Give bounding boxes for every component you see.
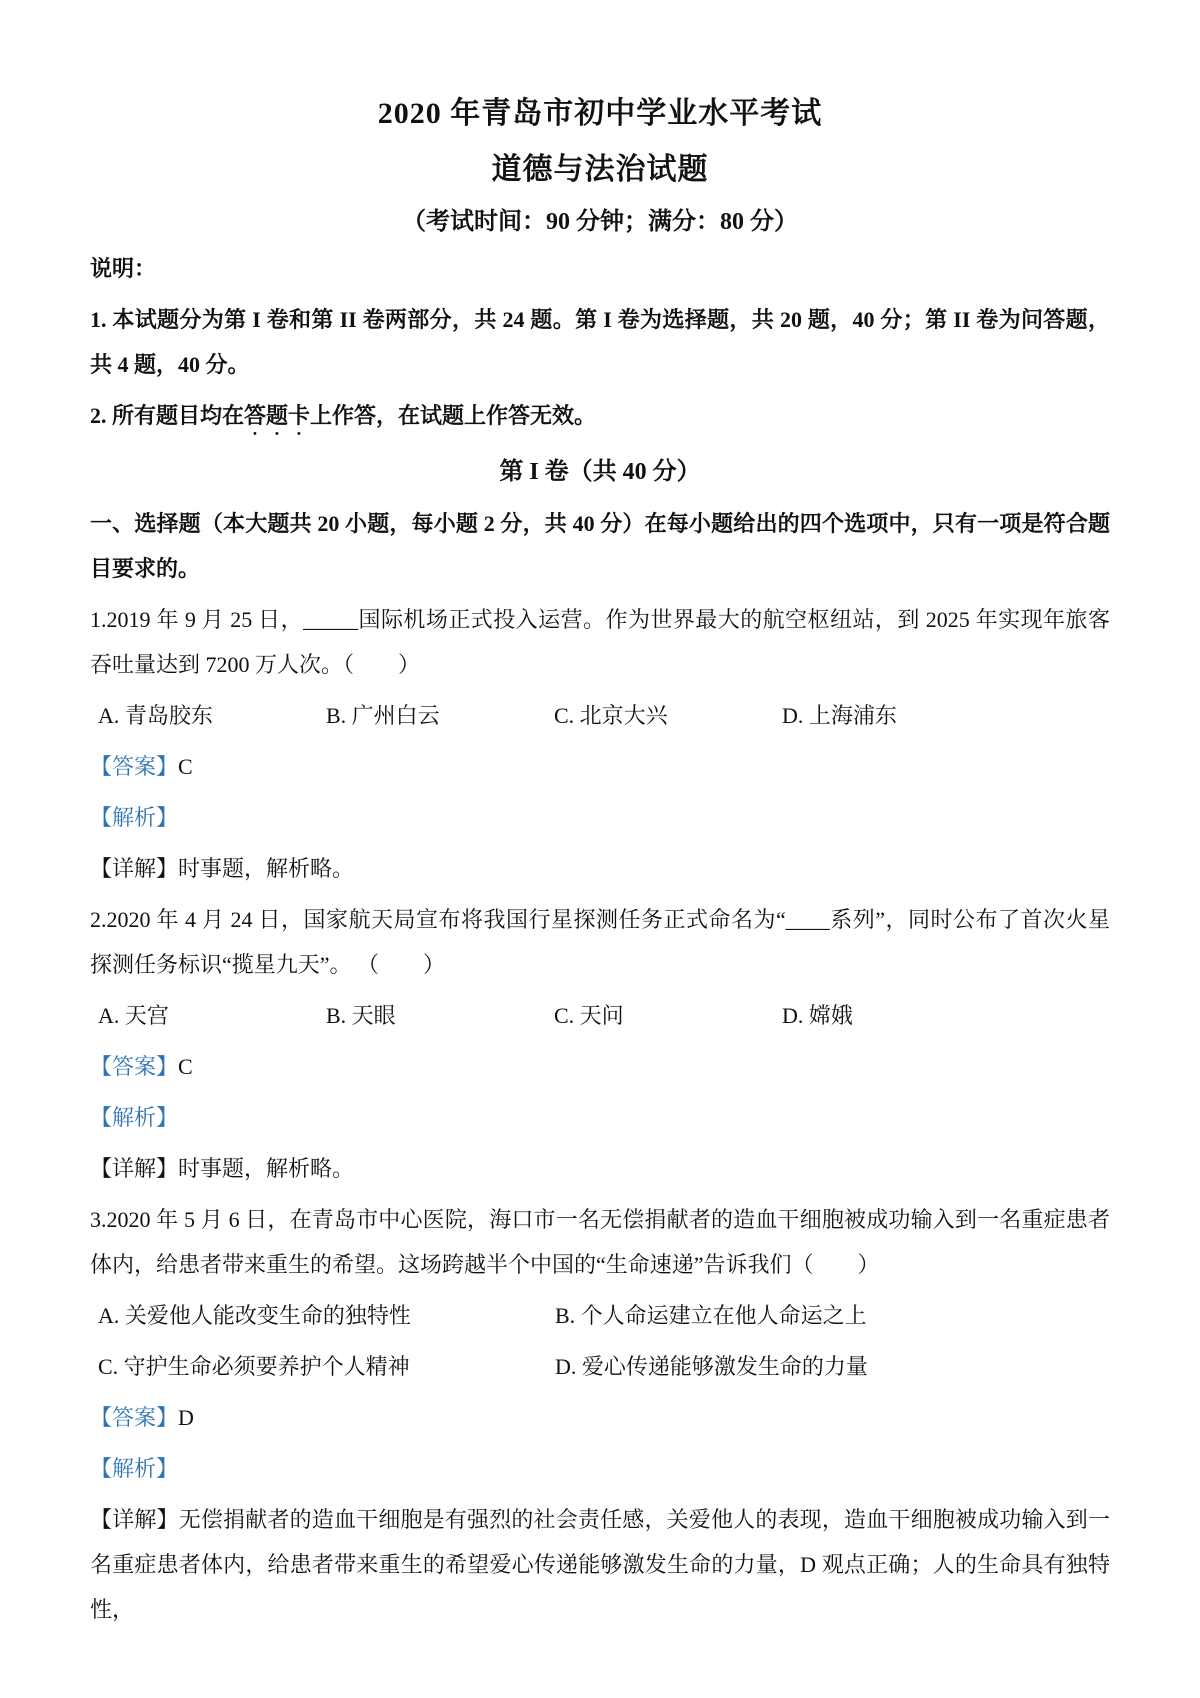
notes-item-2-emphasized: 答题卡 [244,403,311,428]
question-1-answer: C [178,754,193,779]
question-2-option-c: C. 天问 [554,1003,624,1028]
question-1-analysis-line [90,795,1110,840]
question-1-detail-line [90,846,1110,891]
question-1-detail: 时事题，解析略。 [178,856,355,881]
notes-item-2 [90,393,1110,440]
answer-label: 【答案】 [90,754,179,779]
question-2-detail-line [90,1146,1110,1191]
question-3-options-row-2 [90,1344,1110,1389]
question-3-option-c: C. 守护生命必须要养护个人精神 [98,1354,410,1379]
question-3-option-b: B. 个人命运建立在他人命运之上 [555,1303,867,1328]
question-1-options [90,693,1110,738]
question-3 [90,1197,1110,1632]
question-3-option-a: A. 关爱他人能改变生命的独特性 [98,1303,411,1328]
section-header: 第 I 卷（共 40 分） [499,459,701,485]
question-2-options [90,993,1110,1038]
question-1-option-b: B. 广州白云 [326,703,440,728]
question-2-answer-line [90,1044,1110,1089]
analysis-label: 【解析】 [90,1456,179,1481]
question-1-option-a: A. 青岛胶东 [98,703,213,728]
question-1 [90,597,1110,891]
doc-subtitle: 道德与法治试题 [491,153,709,186]
doc-title: 2020 年青岛市初中学业水平考试 [377,97,823,130]
detail-label: 【详解】 [90,1156,179,1181]
answer-label: 【答案】 [90,1405,179,1430]
notes-item-2-suffix: 上作答，在试题上作答无效。 [310,403,597,428]
exam-info: （考试时间：90 分钟；满分：80 分） [402,209,798,235]
question-3-options-row-1 [90,1293,1110,1338]
question-2-option-b: B. 天眼 [326,1003,396,1028]
detail-label: 【详解】 [90,856,179,881]
question-1-stem: 1.2019 年 9 月 25 日，_____国际机场正式投入运营。作为世界最大的航空枢纽站，到 2025 年实现年旅客吞吐量达到 7200 万人次。（ ） [90,607,1110,677]
question-3-detail: 无偿捐献者的造血干细胞是有强烈的社会责任感，关爱他人的表现，造血干细胞被成功输入到一名重症患者体内，给患者带来重生的希望爱心传递能够激发生命的力量，D 观点正确；人的生命具有独特性， [90,1507,1110,1622]
question-3-detail-line [90,1497,1110,1632]
question-2-answer: C [178,1054,193,1079]
question-2-option-a: A. 天宫 [98,1003,169,1028]
analysis-label: 【解析】 [90,805,179,830]
question-2-analysis-line [90,1095,1110,1140]
question-3-answer-line [90,1395,1110,1440]
detail-label: 【详解】 [90,1507,179,1532]
question-2-stem: 2.2020 年 4 月 24 日，国家航天局宣布将我国行星探测任务正式命名为“____系列”，同时公布了首次火星探测任务标识“揽星九天”。 （ ） [90,907,1110,977]
question-1-answer-line [90,744,1110,789]
answer-label: 【答案】 [90,1054,179,1079]
question-1-option-c: C. 北京大兴 [554,703,668,728]
question-2 [90,897,1110,1191]
question-2-detail: 时事题，解析略。 [178,1156,355,1181]
question-1-option-d: D. 上海浦东 [782,703,897,728]
question-3-stem: 3.2020 年 5 月 6 日，在青岛市中心医院，海口市一名无偿捐献者的造血干细胞被成功输入到一名重症患者体内，给患者带来重生的希望。这场跨越半个中国的“生命速递”告诉我们（ ） [90,1207,1110,1277]
question-2-option-d: D. 嫦娥 [782,1003,853,1028]
notes-item-2-prefix: 2. 所有题目均在 [90,403,245,428]
notes-item-1: 1. 本试题分为第 I 卷和第 II 卷两部分，共 24 题。第 I 卷为选择题，共 20 题，40 分；第 II 卷为问答题，共 4 题，40 分。 [90,307,1110,377]
question-3-answer: D [178,1405,194,1430]
notes-heading: 说明： [90,256,157,281]
question-3-analysis-line [90,1446,1110,1491]
question-3-option-d: D. 爱心传递能够激发生命的力量 [555,1354,868,1379]
section-intro: 一、选择题（本大题共 20 小题，每小题 2 分，共 40 分）在每小题给出的四个选项中，只有一项是符合题目要求的。 [90,511,1110,581]
analysis-label: 【解析】 [90,1105,179,1130]
